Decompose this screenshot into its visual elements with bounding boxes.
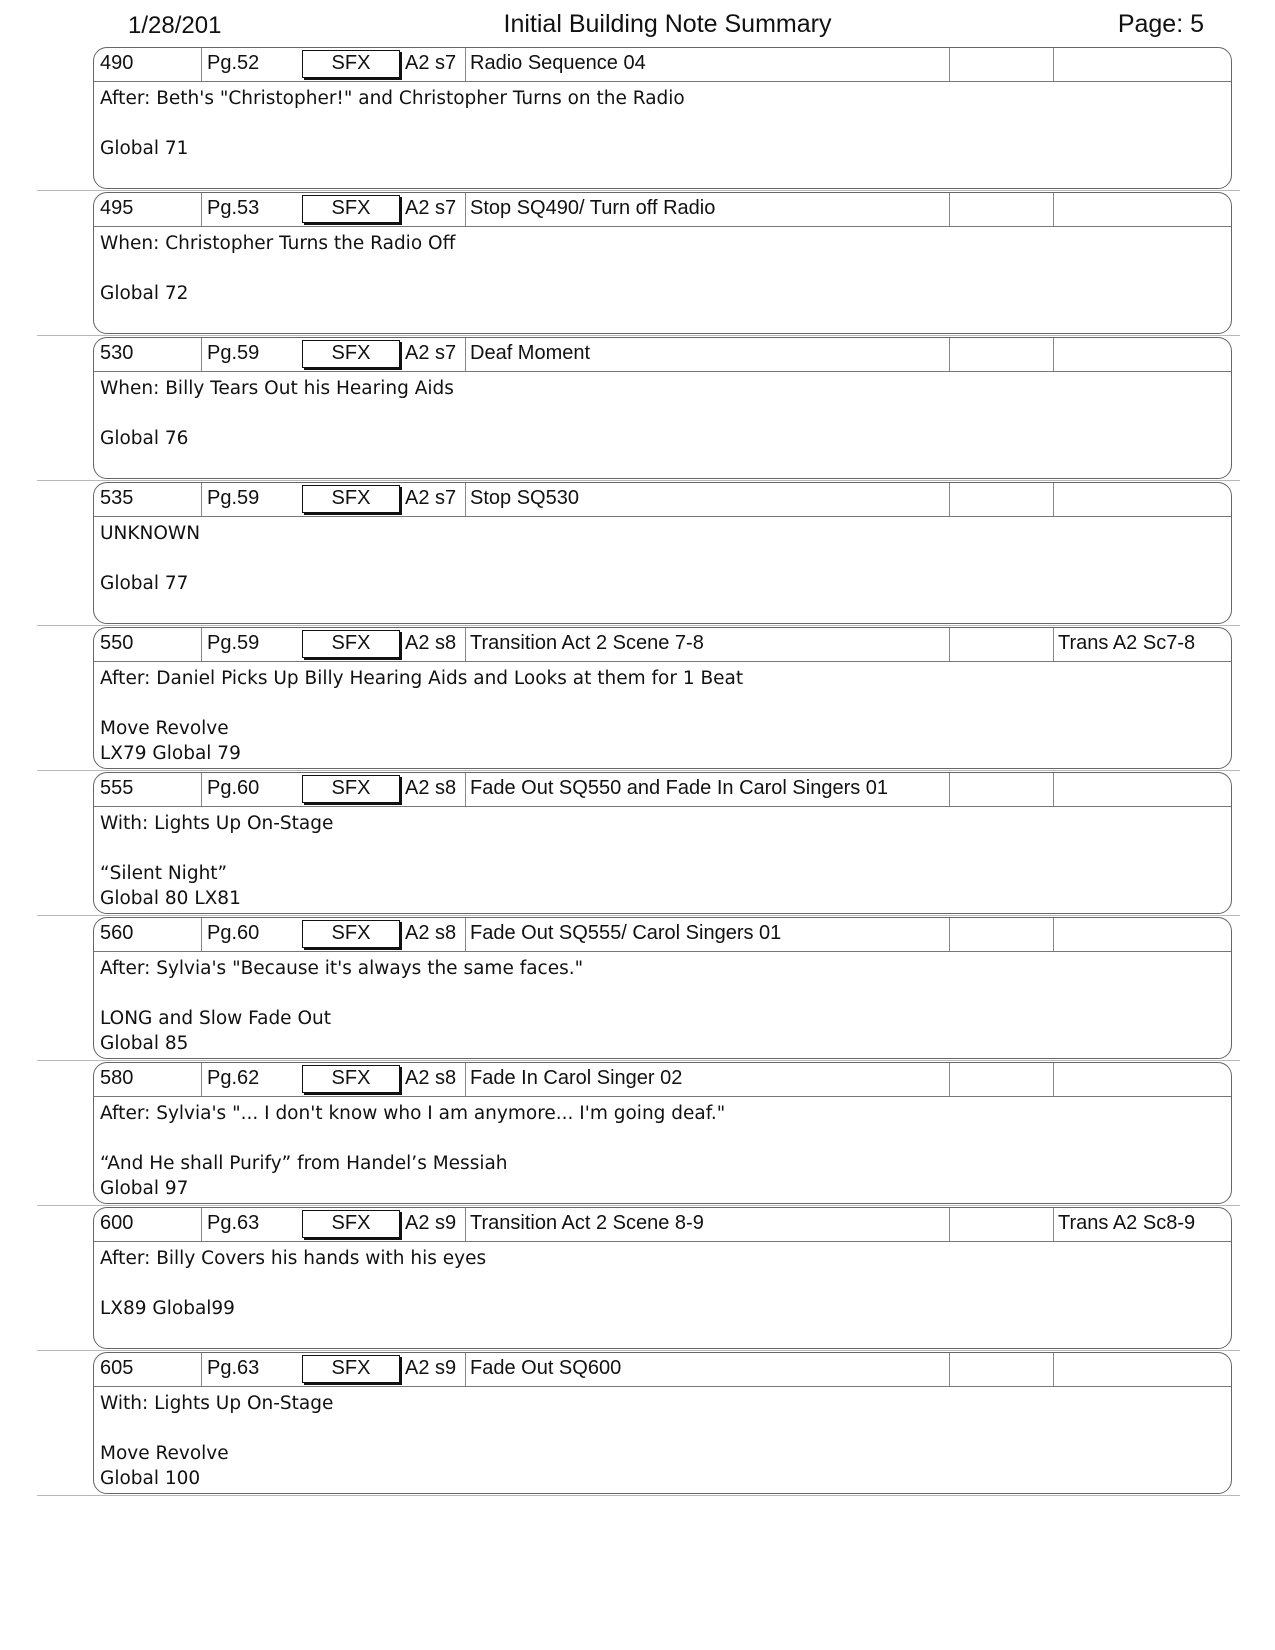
note-line: After: Billy Covers his hands with his eyes — [100, 1248, 487, 1269]
note-line: Global 80 LX81 — [100, 888, 241, 909]
note-line — [100, 691, 1225, 716]
cue-description: Stop SQ490/ Turn off Radio — [466, 193, 950, 226]
cue-notes — [94, 952, 1231, 1056]
cue-entry — [0, 337, 1275, 482]
note-line: Global 97 — [100, 1178, 189, 1199]
note-line: After: Sylvia's "Because it's always the same faces." — [100, 958, 584, 979]
extra-field — [950, 48, 1054, 81]
extra-field — [950, 193, 1054, 226]
cue-header-row — [94, 628, 1231, 662]
cue-type-badge: SFX — [302, 195, 400, 223]
cue-entry — [0, 627, 1275, 772]
note-line: Global 100 — [100, 1468, 201, 1489]
note-line — [100, 401, 1225, 426]
cue-notes — [94, 227, 1231, 331]
act-scene: A2 s7 — [402, 48, 466, 81]
cue-type-badge: SFX — [302, 920, 400, 948]
note-line — [100, 1321, 1225, 1346]
cue-entry — [0, 1062, 1275, 1207]
act-scene: A2 s7 — [402, 483, 466, 516]
note-line — [100, 256, 1225, 281]
cue-entry — [0, 482, 1275, 627]
page-number: Page: 5 — [1117, 10, 1204, 38]
note-line — [100, 596, 1225, 621]
cue-type-badge: SFX — [302, 485, 400, 513]
cue-notes — [94, 1242, 1231, 1346]
cue-description: Stop SQ530 — [466, 483, 950, 516]
cue-number: 555 — [94, 773, 202, 806]
cue-number: 550 — [94, 628, 202, 661]
cue-card — [93, 1062, 1232, 1204]
note-line: With: Lights Up On-Stage — [100, 813, 334, 834]
script-page: Pg.59 — [207, 342, 260, 364]
transition-label — [1054, 483, 1231, 516]
note-line: Global 77 — [100, 573, 189, 594]
note-line — [100, 161, 1225, 186]
cue-header-row — [94, 1208, 1231, 1242]
act-scene: A2 s8 — [402, 1063, 466, 1096]
cue-header-row — [94, 1063, 1231, 1097]
note-line — [100, 981, 1225, 1006]
cue-number: 535 — [94, 483, 202, 516]
cue-card — [93, 337, 1232, 479]
note-line — [100, 1271, 1225, 1296]
act-scene: A2 s9 — [402, 1353, 466, 1386]
script-page: Pg.59 — [207, 487, 260, 509]
note-line: LX89 Global99 — [100, 1298, 235, 1319]
cue-description: Transition Act 2 Scene 7-8 — [466, 628, 950, 661]
note-line: Global 85 — [100, 1033, 189, 1054]
note-line — [100, 1416, 1225, 1441]
extra-field — [950, 628, 1054, 661]
cue-type-badge: SFX — [302, 1065, 400, 1093]
cue-entry — [0, 47, 1275, 192]
cue-list — [0, 47, 1275, 1497]
cue-card — [93, 772, 1232, 914]
cue-number: 560 — [94, 918, 202, 951]
cue-header-row — [94, 918, 1231, 952]
transition-label — [1054, 1353, 1231, 1386]
note-line: After: Daniel Picks Up Billy Hearing Aids and Looks at them for 1 Beat — [100, 668, 744, 689]
cue-entry — [0, 1352, 1275, 1497]
note-line: With: Lights Up On-Stage — [100, 1393, 334, 1414]
cue-number: 600 — [94, 1208, 202, 1241]
transition-label: Trans A2 Sc7-8 — [1058, 632, 1196, 654]
script-page: Pg.52 — [207, 52, 260, 74]
script-page: Pg.60 — [207, 777, 260, 799]
extra-field — [950, 338, 1054, 371]
extra-field — [950, 1353, 1054, 1386]
script-page: Pg.60 — [207, 922, 260, 944]
cue-number: 530 — [94, 338, 202, 371]
note-line — [100, 111, 1225, 136]
transition-label: Trans A2 Sc8-9 — [1058, 1212, 1196, 1234]
cue-notes — [94, 807, 1231, 911]
cue-entry — [0, 917, 1275, 1062]
cue-entry — [0, 1207, 1275, 1352]
cue-header-row — [94, 1353, 1231, 1387]
script-page: Pg.63 — [207, 1357, 260, 1379]
cue-header-row — [94, 193, 1231, 227]
cue-type-badge: SFX — [302, 1210, 400, 1238]
cue-notes — [94, 1097, 1231, 1201]
cue-description: Deaf Moment — [466, 338, 950, 371]
cue-type-badge: SFX — [302, 630, 400, 658]
cue-header-row — [94, 773, 1231, 807]
cue-header-row — [94, 48, 1231, 82]
page-header — [0, 0, 1275, 50]
note-line: After: Sylvia's "... I don't know who I am anymore... I'm going deaf." — [100, 1103, 726, 1124]
cue-type-badge: SFX — [302, 1355, 400, 1383]
cue-description: Fade In Carol Singer 02 — [466, 1063, 950, 1096]
cue-card — [93, 192, 1232, 334]
cue-card — [93, 1207, 1232, 1349]
cue-notes — [94, 662, 1231, 766]
extra-field — [950, 1063, 1054, 1096]
extra-field — [950, 1208, 1054, 1241]
cue-description: Transition Act 2 Scene 8-9 — [466, 1208, 950, 1241]
note-line — [100, 546, 1225, 571]
cue-header-row — [94, 338, 1231, 372]
note-line: UNKNOWN — [100, 523, 201, 544]
cue-notes — [94, 1387, 1231, 1491]
transition-label — [1054, 1063, 1231, 1096]
cue-description: Fade Out SQ550 and Fade In Carol Singers 01 — [466, 773, 950, 806]
cue-description: Fade Out SQ600 — [466, 1353, 950, 1386]
extra-field — [950, 918, 1054, 951]
note-line — [100, 1126, 1225, 1151]
transition-label — [1054, 48, 1231, 81]
transition-label — [1054, 193, 1231, 226]
cue-type-badge: SFX — [302, 50, 400, 78]
script-page: Pg.59 — [207, 632, 260, 654]
transition-label — [1054, 338, 1231, 371]
cue-type-badge: SFX — [302, 340, 400, 368]
cue-notes — [94, 82, 1231, 186]
note-line: Global 72 — [100, 283, 189, 304]
cue-header-row — [94, 483, 1231, 517]
script-page: Pg.62 — [207, 1067, 260, 1089]
cue-number: 605 — [94, 1353, 202, 1386]
transition-label — [1054, 918, 1231, 951]
cue-entry — [0, 772, 1275, 917]
act-scene: A2 s8 — [402, 773, 466, 806]
act-scene: A2 s7 — [402, 193, 466, 226]
note-line: When: Billy Tears Out his Hearing Aids — [100, 378, 454, 399]
note-line: “Silent Night” — [100, 863, 228, 884]
act-scene: A2 s9 — [402, 1208, 466, 1241]
cue-number: 580 — [94, 1063, 202, 1096]
note-line — [100, 306, 1225, 331]
note-line: Global 71 — [100, 138, 189, 159]
cue-notes — [94, 372, 1231, 476]
report-title: Initial Building Note Summary — [503, 10, 832, 38]
cue-card — [93, 627, 1232, 769]
script-page: Pg.63 — [207, 1212, 260, 1234]
extra-field — [950, 483, 1054, 516]
act-scene: A2 s8 — [402, 918, 466, 951]
note-line: When: Christopher Turns the Radio Off — [100, 233, 456, 254]
cue-description: Radio Sequence 04 — [466, 48, 950, 81]
report-date: 1/28/201 — [128, 12, 222, 39]
note-line — [100, 451, 1225, 476]
act-scene: A2 s8 — [402, 628, 466, 661]
note-line: LONG and Slow Fade Out — [100, 1008, 331, 1029]
cue-card — [93, 917, 1232, 1059]
cue-type-badge: SFX — [302, 775, 400, 803]
note-line: After: Beth's "Christopher!" and Christopher Turns on the Radio — [100, 88, 685, 109]
cue-card — [93, 482, 1232, 624]
note-line: Move Revolve — [100, 1443, 229, 1464]
note-line: Move Revolve — [100, 718, 229, 739]
note-line: LX79 Global 79 — [100, 743, 241, 764]
cue-entry — [0, 192, 1275, 337]
cue-notes — [94, 517, 1231, 621]
cue-card — [93, 47, 1232, 189]
extra-field — [950, 773, 1054, 806]
note-line: “And He shall Purify” from Handel’s Messiah — [100, 1153, 508, 1174]
act-scene: A2 s7 — [402, 338, 466, 371]
cue-description: Fade Out SQ555/ Carol Singers 01 — [466, 918, 950, 951]
transition-label — [1054, 773, 1231, 806]
cue-number: 495 — [94, 193, 202, 226]
cue-number: 490 — [94, 48, 202, 81]
note-line — [100, 836, 1225, 861]
cue-card — [93, 1352, 1232, 1494]
script-page: Pg.53 — [207, 197, 260, 219]
note-line: Global 76 — [100, 428, 189, 449]
